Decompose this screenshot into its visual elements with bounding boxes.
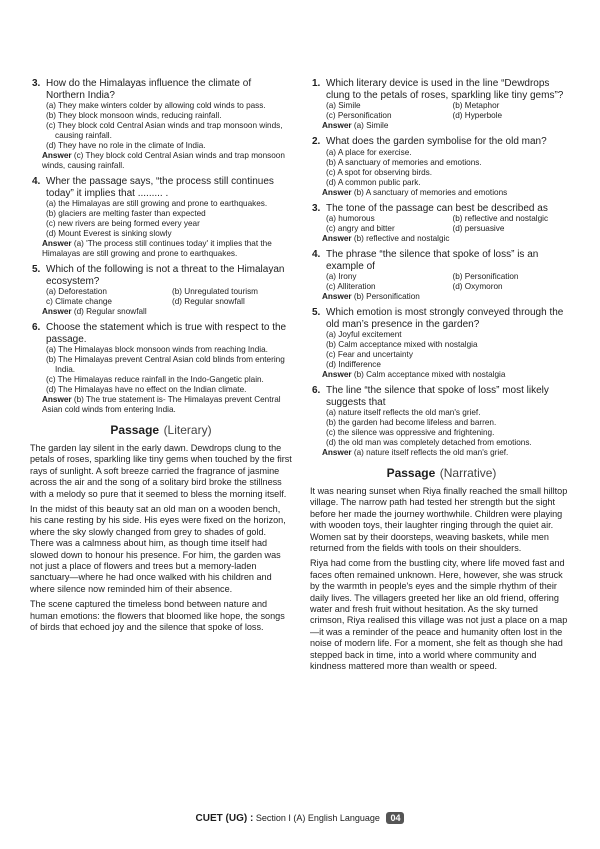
passage-paragraph: The garden lay silent in the early dawn. Dewdrops clung to the petals of roses, sparkling like tiny gems when touched by the first rays of sunlight. A soft breeze carried the fragrance of jasmine across the air and the song of a solitary bird broke the stillness with a melody so pure that it seemed to bless the morning itself. <box>30 443 292 499</box>
question-item <box>30 176 292 259</box>
page-number-badge: 04 <box>386 812 404 824</box>
answer-line <box>310 234 573 244</box>
left-column <box>30 78 292 638</box>
answer-line <box>310 292 573 302</box>
option-item: (a) Joyful excitement <box>326 330 402 339</box>
passage-paragraph: In the midst of this beauty sat an old man on a wooden bench, his cane resting by his side. His eyes were fixed on the horizon, where the sky slowly changed from grey to shades of gold. There was a calmness about him, as though time itself had slowed down to honour his presence. For him, the garden was not just a place of flowers and trees but a memory-laden sanctuary—where he had once walked with his children and where silence now reminded him of their absence. <box>30 504 286 594</box>
answer-line <box>30 239 292 259</box>
answer-label: Answer <box>322 121 352 130</box>
option-item: (b) Personification <box>452 272 519 281</box>
option-item: (d) persuasive <box>452 224 505 233</box>
answer-text: (a) Simile <box>353 121 389 130</box>
answer-text: (d) Regular snowfall <box>73 307 147 316</box>
option-item: (b) reflective and nostalgic <box>452 214 549 223</box>
option-item: (d) Mount Everest is sinking slowly <box>46 229 172 238</box>
footer-section: Section I (A) English Language <box>255 813 380 823</box>
option-item: (b) The Himalayas prevent Central Asian cold blinds from entering India. <box>46 355 285 374</box>
left-question-list <box>30 78 292 415</box>
question-number: 3. <box>312 202 321 214</box>
answer-text: (c) They block cold Central Asian winds and trap monsoon winds, causing rainfall. <box>42 151 285 170</box>
answer-line <box>30 395 292 415</box>
option-item: (d) Hyperbole <box>452 111 503 120</box>
option-item: (a) The Himalayas block monsoon winds from reaching India. <box>46 345 268 354</box>
answer-line <box>310 370 573 380</box>
question-number: 1. <box>312 78 321 89</box>
question-text: What does the garden symbolise for the old man? <box>326 136 547 147</box>
option-item: (d) Oxymoron <box>452 282 503 291</box>
option-grid <box>46 287 292 307</box>
option-item: (a) the Himalayas are still growing and prone to earthquakes. <box>46 199 268 208</box>
option-item: (a) They make winters colder by allowing cold winds to pass. <box>46 101 266 110</box>
answer-label: Answer <box>322 292 352 301</box>
option-item: (a) Deforestation <box>46 287 107 296</box>
question-number: 5. <box>32 264 41 275</box>
question-item <box>30 78 292 171</box>
option-item: (b) Metaphor <box>452 101 500 110</box>
option-item: (b) glaciers are melting faster than expected <box>46 209 206 218</box>
passage-title-word: Passage <box>386 466 436 480</box>
answer-line <box>30 151 292 171</box>
option-item: (d) They have no role in the climate of India. <box>46 141 206 150</box>
question-number: 4. <box>312 249 321 260</box>
answer-line <box>310 188 573 198</box>
question-item <box>310 78 573 131</box>
option-item: (a) Irony <box>326 272 357 281</box>
option-item: (c) They block cold Central Asian winds and trap monsoon winds, causing rainfall. <box>46 121 283 140</box>
answer-line <box>30 307 292 317</box>
option-item: (c) Fear and uncertainty <box>326 350 413 359</box>
answer-label: Answer <box>322 234 352 243</box>
option-item: (b) Calm acceptance mixed with nostalgia <box>326 340 478 349</box>
option-item: (a) humorous <box>326 214 375 223</box>
option-grid <box>326 272 573 292</box>
option-item: (b) Unregulated tourism <box>172 287 259 296</box>
answer-text: (b) reflective and nostalgic <box>353 234 450 243</box>
answer-label: Answer <box>42 307 72 316</box>
option-item: (d) A common public park. <box>326 177 421 187</box>
option-item: (d) The Himalayas have no effect on the Indian climate. <box>46 385 247 394</box>
option-grid <box>326 101 573 121</box>
question-text: How do the Himalayas influence the climate of Northern India? <box>46 78 252 101</box>
question-item <box>310 249 573 302</box>
question-item <box>310 307 573 380</box>
answer-label: Answer <box>322 187 352 197</box>
passage-paragraph: The scene captured the timeless bond between nature and human emotions: the flowers that bloomed like hope, the songs of birds that echoed joy and the silence that spoke of loss. <box>30 599 285 633</box>
passage-paragraph: It was nearing sunset when Riya finally reached the small hilltop village. The narrow path had tested her strength but the sight before her made the journey worthwhile. Children were playing with wooden toys, their laughter ringing through the quiet air. Women sat by their doorsteps, weaving baskets, while men returned from the fields with tools on their shoulders. <box>310 486 568 554</box>
option-item: (a) A place for exercise. <box>326 147 412 157</box>
option-item: (c) The Himalayas reduce rainfall in the Indo-Gangetic plain. <box>46 375 264 384</box>
question-item <box>310 385 573 458</box>
option-grid <box>326 214 573 234</box>
option-item: (c) the silence was oppressive and frightening. <box>326 428 495 437</box>
question-item <box>30 264 292 317</box>
passage-literary-body <box>30 443 292 634</box>
option-item: c) Climate change <box>46 297 112 306</box>
passage-type: (Narrative) <box>439 466 497 480</box>
question-number: 6. <box>32 322 41 333</box>
option-item: (b) A sanctuary of memories and emotions. <box>326 157 482 167</box>
question-text: Which emotion is most strongly conveyed through the old man’s presence in the garden? <box>326 307 564 330</box>
question-text: The line “the silence that spoke of loss” most likely suggests that <box>326 385 549 408</box>
answer-text: (b) Calm acceptance mixed with nostalgia <box>353 370 506 379</box>
footer-brand: CUET (UG) : <box>195 813 254 824</box>
option-item: (b) the garden had become lifeless and barren. <box>326 418 497 427</box>
answer-line <box>310 121 573 131</box>
question-number: 5. <box>312 307 321 318</box>
question-item <box>310 136 573 198</box>
question-text: Choose the statement which is true with respect to the passage. <box>46 322 287 345</box>
option-item: (a) Simile <box>326 101 361 110</box>
question-item <box>310 203 573 245</box>
option-item: (b) They block monsoon winds, reducing rainfall. <box>46 111 222 120</box>
question-number: 2. <box>312 136 321 147</box>
option-item: (d) Indifference <box>326 360 381 369</box>
answer-label: Answer <box>42 151 72 160</box>
answer-label: Answer <box>42 239 72 248</box>
option-item: (d) Regular snowfall <box>172 297 245 306</box>
answer-text: (a) nature itself reflects the old man's grief. <box>353 448 509 457</box>
right-question-list <box>310 78 573 458</box>
question-number: 3. <box>32 78 41 89</box>
option-item: (c) A spot for observing birds. <box>326 167 433 177</box>
answer-text: (a) 'The process still continues today' it implies that the Himalayas are still growing and prone to earthquakes. <box>42 239 272 258</box>
answer-text: (b) A sanctuary of memories and emotions <box>353 187 508 197</box>
option-item: (c) new rivers are being formed every year <box>46 219 200 228</box>
question-text: Wher the passage says, “the process still continues today” it implies that ......... . <box>46 176 274 199</box>
question-item <box>30 322 292 415</box>
option-item: (c) Alliteration <box>326 282 376 291</box>
option-item: (d) the old man was completely detached from emotions. <box>326 438 532 447</box>
passage-title-word: Passage <box>110 423 160 437</box>
answer-label: Answer <box>42 395 72 404</box>
option-item: (a) nature itself reflects the old man's grief. <box>326 408 481 417</box>
option-item: (c) Personification <box>326 111 392 120</box>
question-text: The tone of the passage can best be described as <box>326 202 548 214</box>
answer-label: Answer <box>322 448 352 457</box>
right-column <box>310 78 573 677</box>
question-number: 6. <box>312 385 321 396</box>
passage-literary-title <box>30 421 292 439</box>
question-number: 4. <box>32 176 41 187</box>
question-text: The phrase “the silence that spoke of loss” is an example of <box>326 249 539 272</box>
answer-text: (b) The true statement is- The Himalayas prevent Central Asian cold winds from entering India. <box>42 395 281 414</box>
answer-label: Answer <box>322 370 352 379</box>
question-text: Which of the following is not a threat to the Himalayan ecosystem? <box>46 264 285 287</box>
answer-line <box>310 448 573 458</box>
passage-type: (Literary) <box>163 423 212 437</box>
passage-paragraph: Riya had come from the bustling city, where life moved fast and faces often remained unknown. Here, however, she was struck by the warmth in people's eyes and the simple rhythm of their daily lives. The villagers greeted her like an old friend, offering water and fresh fruit without hesitation. As the sky turned crimson, Riya realised this village was not just a place on a map—it was a reminder of the peace and humanity often lost in the noise of modern life. For a moment, she felt as though she had stepped back in time, into a world where community and kindness mattered more than wealth or speed. <box>310 558 568 672</box>
passage-narrative-title <box>310 464 573 482</box>
option-item: (c) angry and bitter <box>326 224 395 233</box>
answer-text: (b) Personification <box>353 292 420 301</box>
passage-narrative-body <box>310 486 573 673</box>
page-footer <box>0 812 600 824</box>
question-text: Which literary device is used in the line “Dewdrops clung to the petals of roses, sparkling like tiny gems”? <box>326 78 564 101</box>
